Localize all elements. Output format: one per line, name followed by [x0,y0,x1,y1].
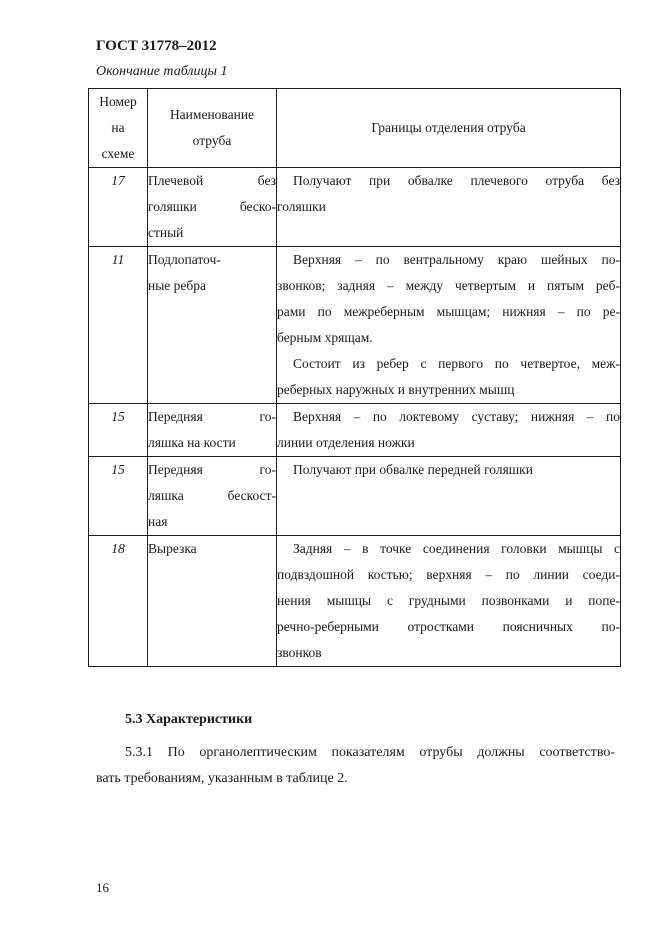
header-name [148,89,277,168]
row-bounds-line: Задняя – в точке соединения головки мышцы с [293,541,620,556]
header-bounds: Границы отделения отруба [277,89,621,168]
header-name-line: Наименование [169,107,255,122]
row-name-line: ные ребра [148,278,207,293]
paragraph-line: вать требованиям, указанным в таблице 2. [96,771,348,786]
row-bounds-line: звонков; задняя – между четвертым и пятым реб- [277,278,620,293]
row-bounds-line: подвздошной костью; верхняя – по линии соеди- [277,567,620,582]
row-name-line: ляшка на кости [148,435,236,450]
row-number: 11 [89,247,148,404]
table-header-row [89,89,621,168]
cuts-table [88,88,621,667]
row-name-line: ная [148,514,168,529]
row-number: 18 [89,536,148,667]
section-paragraph [96,740,615,792]
table-row [89,168,621,247]
row-bounds [277,457,621,536]
header-number-line: схеме [101,146,135,161]
row-bounds-line: речно-реберными отростками поясничных по- [277,619,620,634]
row-bounds [277,247,621,404]
row-bounds-line: звонков [277,645,322,660]
table-row [89,247,621,404]
row-name-line: Передняя го- [148,409,276,424]
table-row [89,404,621,457]
row-bounds-line: Верхняя – по вентральному краю шейных по- [293,252,620,267]
row-number: 15 [89,404,148,457]
table-row [89,457,621,536]
row-name [148,404,277,457]
row-name [148,457,277,536]
row-bounds-line: голяшки [277,199,326,214]
row-bounds-line: Состоит из ребер с первого по четвертое, меж- [293,356,620,371]
table-caption: Окончание таблицы 1 [96,64,228,79]
row-name-line: голяшки беско- [148,199,276,214]
row-name-line: стный [148,225,184,240]
header-number-line: Номер [99,94,137,109]
row-name-line: Передняя го- [148,462,276,477]
row-name [148,247,277,404]
row-name [148,536,277,667]
row-name-line: Вырезка [148,541,197,556]
row-bounds-line: Получают при обвалке передней голяшки [293,462,533,477]
row-name-line: Подлопаточ- [148,252,221,267]
header-number-line: на [111,120,125,135]
row-name-line: ляшка бескост- [148,488,276,503]
row-bounds [277,536,621,667]
row-bounds [277,168,621,247]
row-bounds-line: Верхняя – по локтевому суставу; нижняя – по [293,409,620,424]
row-bounds-line: нения мышцы с грудными позвонками и попе- [277,593,620,608]
row-bounds-line: реберных наружных и внутренних мышц [277,382,515,397]
row-bounds-line: Получают при обвалке плечевого отруба без [293,173,620,188]
document-code: ГОСТ 31778–2012 [96,38,217,54]
row-name [148,168,277,247]
table-row [89,536,621,667]
section-title: 5.3 Характеристики [125,712,253,727]
header-name-line: отруба [192,133,232,148]
paragraph-line: 5.3.1 По органолептическим показателям отрубы должны соответство- [125,745,615,760]
page-number: 16 [96,880,109,895]
row-bounds-line: рами по межреберным мышцам; нижняя – по ре- [277,304,620,319]
header-number [89,89,148,168]
row-number: 17 [89,168,148,247]
row-bounds [277,404,621,457]
row-number: 15 [89,457,148,536]
row-bounds-line: линии отделения ножки [277,435,415,450]
row-name-line: Плечевой без [148,173,276,188]
row-bounds-line: берным хрящам. [277,330,373,345]
